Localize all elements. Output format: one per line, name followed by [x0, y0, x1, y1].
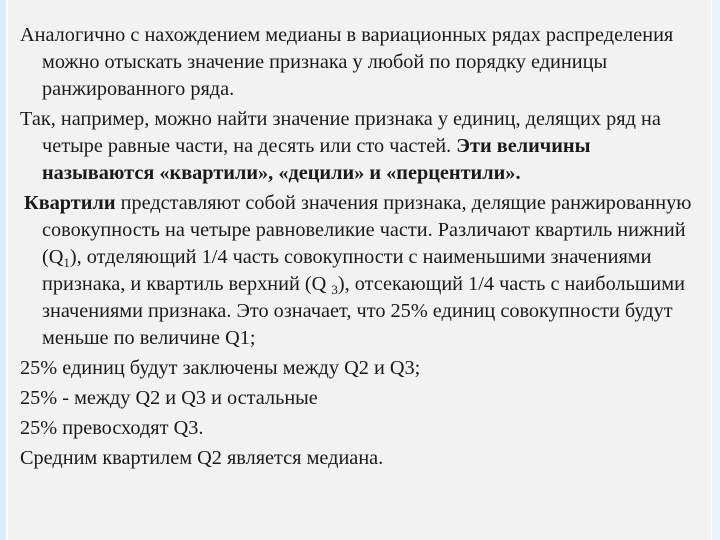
paragraph-text: Аналогично с нахождением медианы в вариационных рядах распределения можно отыскать значение признака у любой по порядку единицы ранжированного ряда.	[20, 24, 674, 100]
paragraph-text: Средним квартилем Q2 является медиана.	[20, 447, 384, 469]
paragraph-text: Так, например, можно найти значение признака у единиц, делящих ряд на четыре равные части, на десять или сто частей.	[20, 108, 661, 157]
paragraph-median-analogy	[20, 22, 702, 103]
paragraph-between-q2-q3	[20, 385, 702, 412]
paragraph-division-example	[20, 106, 702, 187]
paragraph-quartile-range-q2-q3	[20, 355, 702, 382]
bold-definition: Эти величины называются «квартили», «децили» и «перцентили».	[42, 135, 591, 184]
paragraph-text: 25% превосходят Q3.	[20, 417, 204, 439]
slide-text-body	[20, 22, 702, 475]
paragraph-quartiles-definition	[20, 190, 702, 352]
subscript-1: 1	[63, 255, 70, 270]
paragraph-exceed-q3	[20, 415, 702, 442]
paragraph-text: ), отсекающий 1/4 часть с наибольшими значениями признака. Это означает, что 25% единиц совокупности будут меньше по величине Q1;	[42, 273, 685, 349]
bold-term-quartiles: Квартили	[24, 192, 116, 214]
paragraph-text: представляют собой значения признака, делящие ранжированную совокупность на четыре равновеликие части. Различают квартиль нижний (Q	[42, 192, 692, 268]
paragraph-text: 25% - между Q2 и Q3 и остальные	[20, 387, 318, 409]
subscript-3: 3	[331, 282, 338, 297]
paragraph-median-q2	[20, 445, 702, 472]
paragraph-text: ), отделяющий 1/4 часть совокупности с наименьшими значениями признака, и квартиль верхний (Q	[42, 246, 652, 295]
paragraph-text: 25% единиц будут заключены между Q2 и Q3;	[20, 357, 421, 379]
